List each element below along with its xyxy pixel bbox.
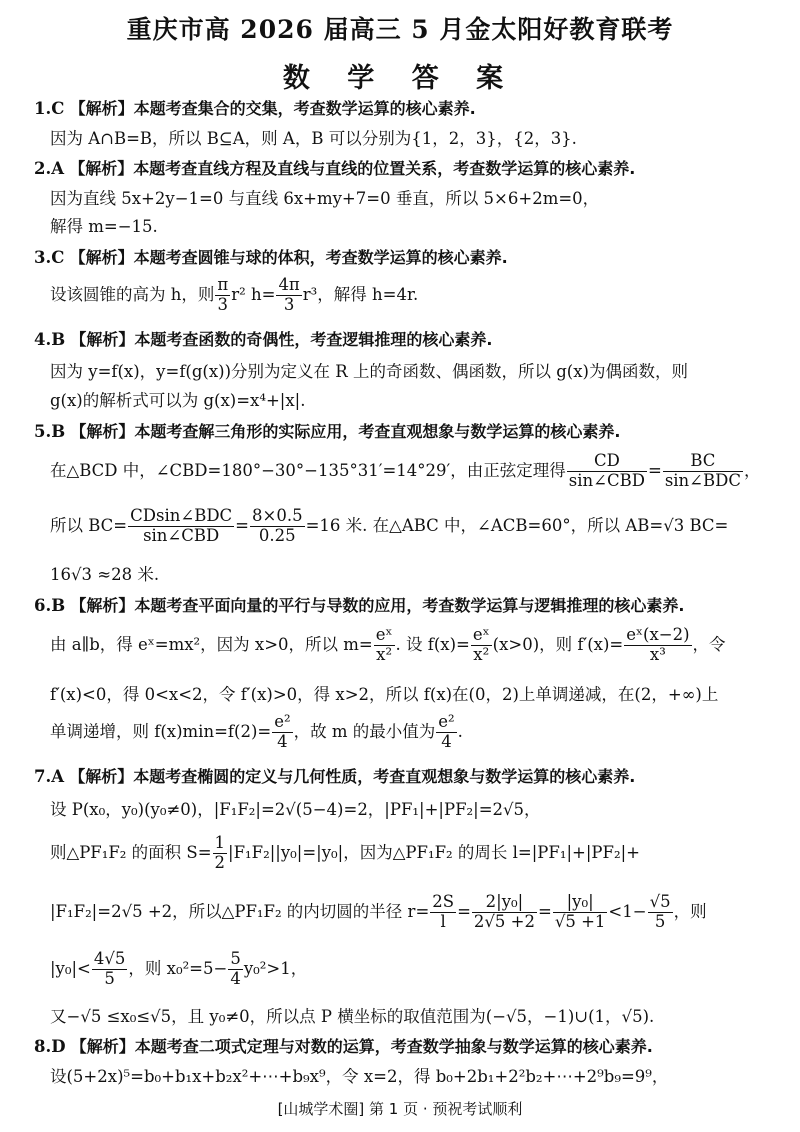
question-8-body-line-1: 设(5+2x)⁵=b₀+b₁x+b₂x²+⋯+b₉x⁹，令 x=2，得 b₀+2b₁+2²b₂+⋯+2⁹b₉=9⁹， [50,1067,669,1086]
question-5-body-line-2: 所以 BC= $\frac{\text{CDsin∠BDC}}{\text{sin∠CBD}}$ = $\frac{8\times 0.5}{0.25}$ =16 米. 在△ABC 中，∠ACB=60°，所以 AB=√3 BC= [50,506,729,545]
fraction: $\frac{4\pi}{3}$ [278,275,300,314]
fraction: $\frac{√5}{5}$ [649,892,671,931]
fraction: $\frac{2S}{l}$ [432,892,455,931]
question-7-body-line-2: 则△PF₁F₂ 的面积 S= $\frac{1}{2}$ |F₁F₂||y₀|=|y₀|，因为△PF₁F₂ 的周长 l=|PF₁|+|PF₂|+ [50,833,640,872]
question-7-body-line-1: 设 P(x₀，y₀)(y₀≠0)，|F₁F₂|=2√(5−4)=2，|PF₁|+|PF₂|=2√5， [50,800,541,819]
question-3-head: 3.C 【解析】本题考查圆锥与球的体积，考查数学运算的核心素养. [34,248,508,267]
question-8-head: 8.D 【解析】本题考查二项式定理与对数的运算，考查数学抽象与数学运算的核心素养. [34,1037,653,1056]
question-5-body-line-3: 16√3 ≈28 米. [50,565,160,584]
fraction: $\frac{\text{2|y₀|}}{2√5 +2}$ [473,892,535,931]
fraction: $\frac{\text{|y₀|}}{√5 +1}$ [554,892,606,931]
question-5-body-line-1: 在△BCD 中，∠CBD=180°−30°−135°31′=14°29′，由正弦定理得 $\frac{CD}{\text{sin∠CBD}}$ = $\frac{BC}{\text{sin∠BDC}}$ ， [50,451,761,490]
question-6-head: 6.B 【解析】本题考查平面向量的平行与导数的应用，考查数学运算与逻辑推理的核心素养. [34,596,685,615]
fraction: $\frac{\text{e²}}{4}$ [274,712,291,751]
question-6-body-line-2: f′(x)<0，得 0<x<2，令 f′(x)>0，得 x>2，所以 f(x)在(0，2)上单调递减，在(2，+∞)上 [50,685,719,704]
fraction: $\frac{CD}{\text{sin∠CBD}}$ [568,451,645,490]
question-4-body-line-2: g(x)的解析式可以为 g(x)=x⁴+|x|. [50,391,306,410]
fraction: $\frac{\text{e²}}{4}$ [438,712,455,751]
fraction: $\frac{\text{eˣ(x−2)}}{\text{x³}}$ [626,625,690,664]
question-3-body: 设该圆锥的高为 h，则 $\frac{\pi}{3}$ r² h= $\frac{4\pi}{3}$ r³，解得 h=4r. [50,275,419,314]
question-7-body-line-5: 又−√5 ≤x₀≤√5，且 y₀≠0，所以点 P 横坐标的取值范围为(−√5，−1)∪(1，√5). [50,1007,655,1026]
question-1-body: 因为 A∩B=B，所以 B⊆A，则 A，B 可以分别为{1，2，3}，{2，3}. [50,129,577,148]
question-6-body-line-1: 由 a∥b，得 eˣ=mx²，因为 x>0，所以 m= $\frac{\text{eˣ}}{\text{x²}}$ . 设 f(x)= $\frac{\text{eˣ}}{\text{x²}}$ (x>0)，则 f′(x)= $\frac{\text{eˣ(x−2)}}{\text{x³}}$ ，令 [50,625,726,664]
question-2-body-line-2: 解得 m=−15. [50,217,158,236]
answer-subtitle: 数 学 答 案 [282,63,518,94]
question-7-body-line-4: |y₀|< $\frac{4√5}{5}$ ，则 x₀²=5− $\frac{5}{4}$ y₀²>1， [50,949,308,988]
question-2-head: 2.A 【解析】本题考查直线方程及直线与直线的位置关系，考查数学运算的核心素养. [34,159,636,178]
fraction: $\frac{1}{2}$ [214,833,226,872]
question-7-head: 7.A 【解析】本题考查椭圆的定义与几何性质，考查直观想象与数学运算的核心素养. [34,767,636,786]
question-4-head: 4.B 【解析】本题考查函数的奇偶性，考查逻辑推理的核心素养. [34,330,493,349]
question-5-head: 5.B 【解析】本题考查解三角形的实际应用，考查直观想象与数学运算的核心素养. [34,422,621,441]
fraction: $\frac{\text{CDsin∠BDC}}{\text{sin∠CBD}}$ [130,506,233,545]
fraction: $\frac{\text{eˣ}}{\text{x²}}$ [472,625,490,664]
question-7-body-line-3: |F₁F₂|=2√5 +2，所以△PF₁F₂ 的内切圆的半径 r= $\frac{2S}{l}$ = $\frac{\text{2|y₀|}}{2√5 +2}$ = $\frac{\text{|y₀|}}{√5 +1}$ <1− $\frac{√5}{5}$ ，则 [50,892,707,931]
page-footer: [山城学术圈] 第 1 页 · 预祝考试顺利 [277,1100,523,1118]
fraction: $\frac{\text{eˣ}}{\text{x²}}$ [375,625,393,664]
question-6-body-line-3: 单调递增，则 f(x)min=f(2)= $\frac{\text{e²}}{4}$ ，故 m 的最小值为 $\frac{\text{e²}}{4}$ . [50,712,463,751]
fraction: $\frac{\pi}{3}$ [217,275,229,314]
question-4-body-line-1: 因为 y=f(x)，y=f(g(x))分别为定义在 R 上的奇函数、偶函数，所以 g(x)为偶函数，则 [50,362,688,381]
question-1-head: 1.C 【解析】本题考查集合的交集，考查数学运算的核心素养. [34,99,476,118]
fraction: $\frac{4√5}{5}$ [93,949,126,988]
fraction: $\frac{8\times 0.5}{0.25}$ [252,506,303,545]
fraction: $\frac{BC}{\text{sin∠BDC}}$ [664,451,741,490]
exam-title: 重庆市高 2026 届高三 5 月金太阳好教育联考 [126,15,674,44]
question-2-body-line-1: 因为直线 5x+2y−1=0 与直线 6x+my+7=0 垂直，所以 5×6+2m=0， [50,189,600,208]
fraction: $\frac{5}{4}$ [230,949,241,988]
